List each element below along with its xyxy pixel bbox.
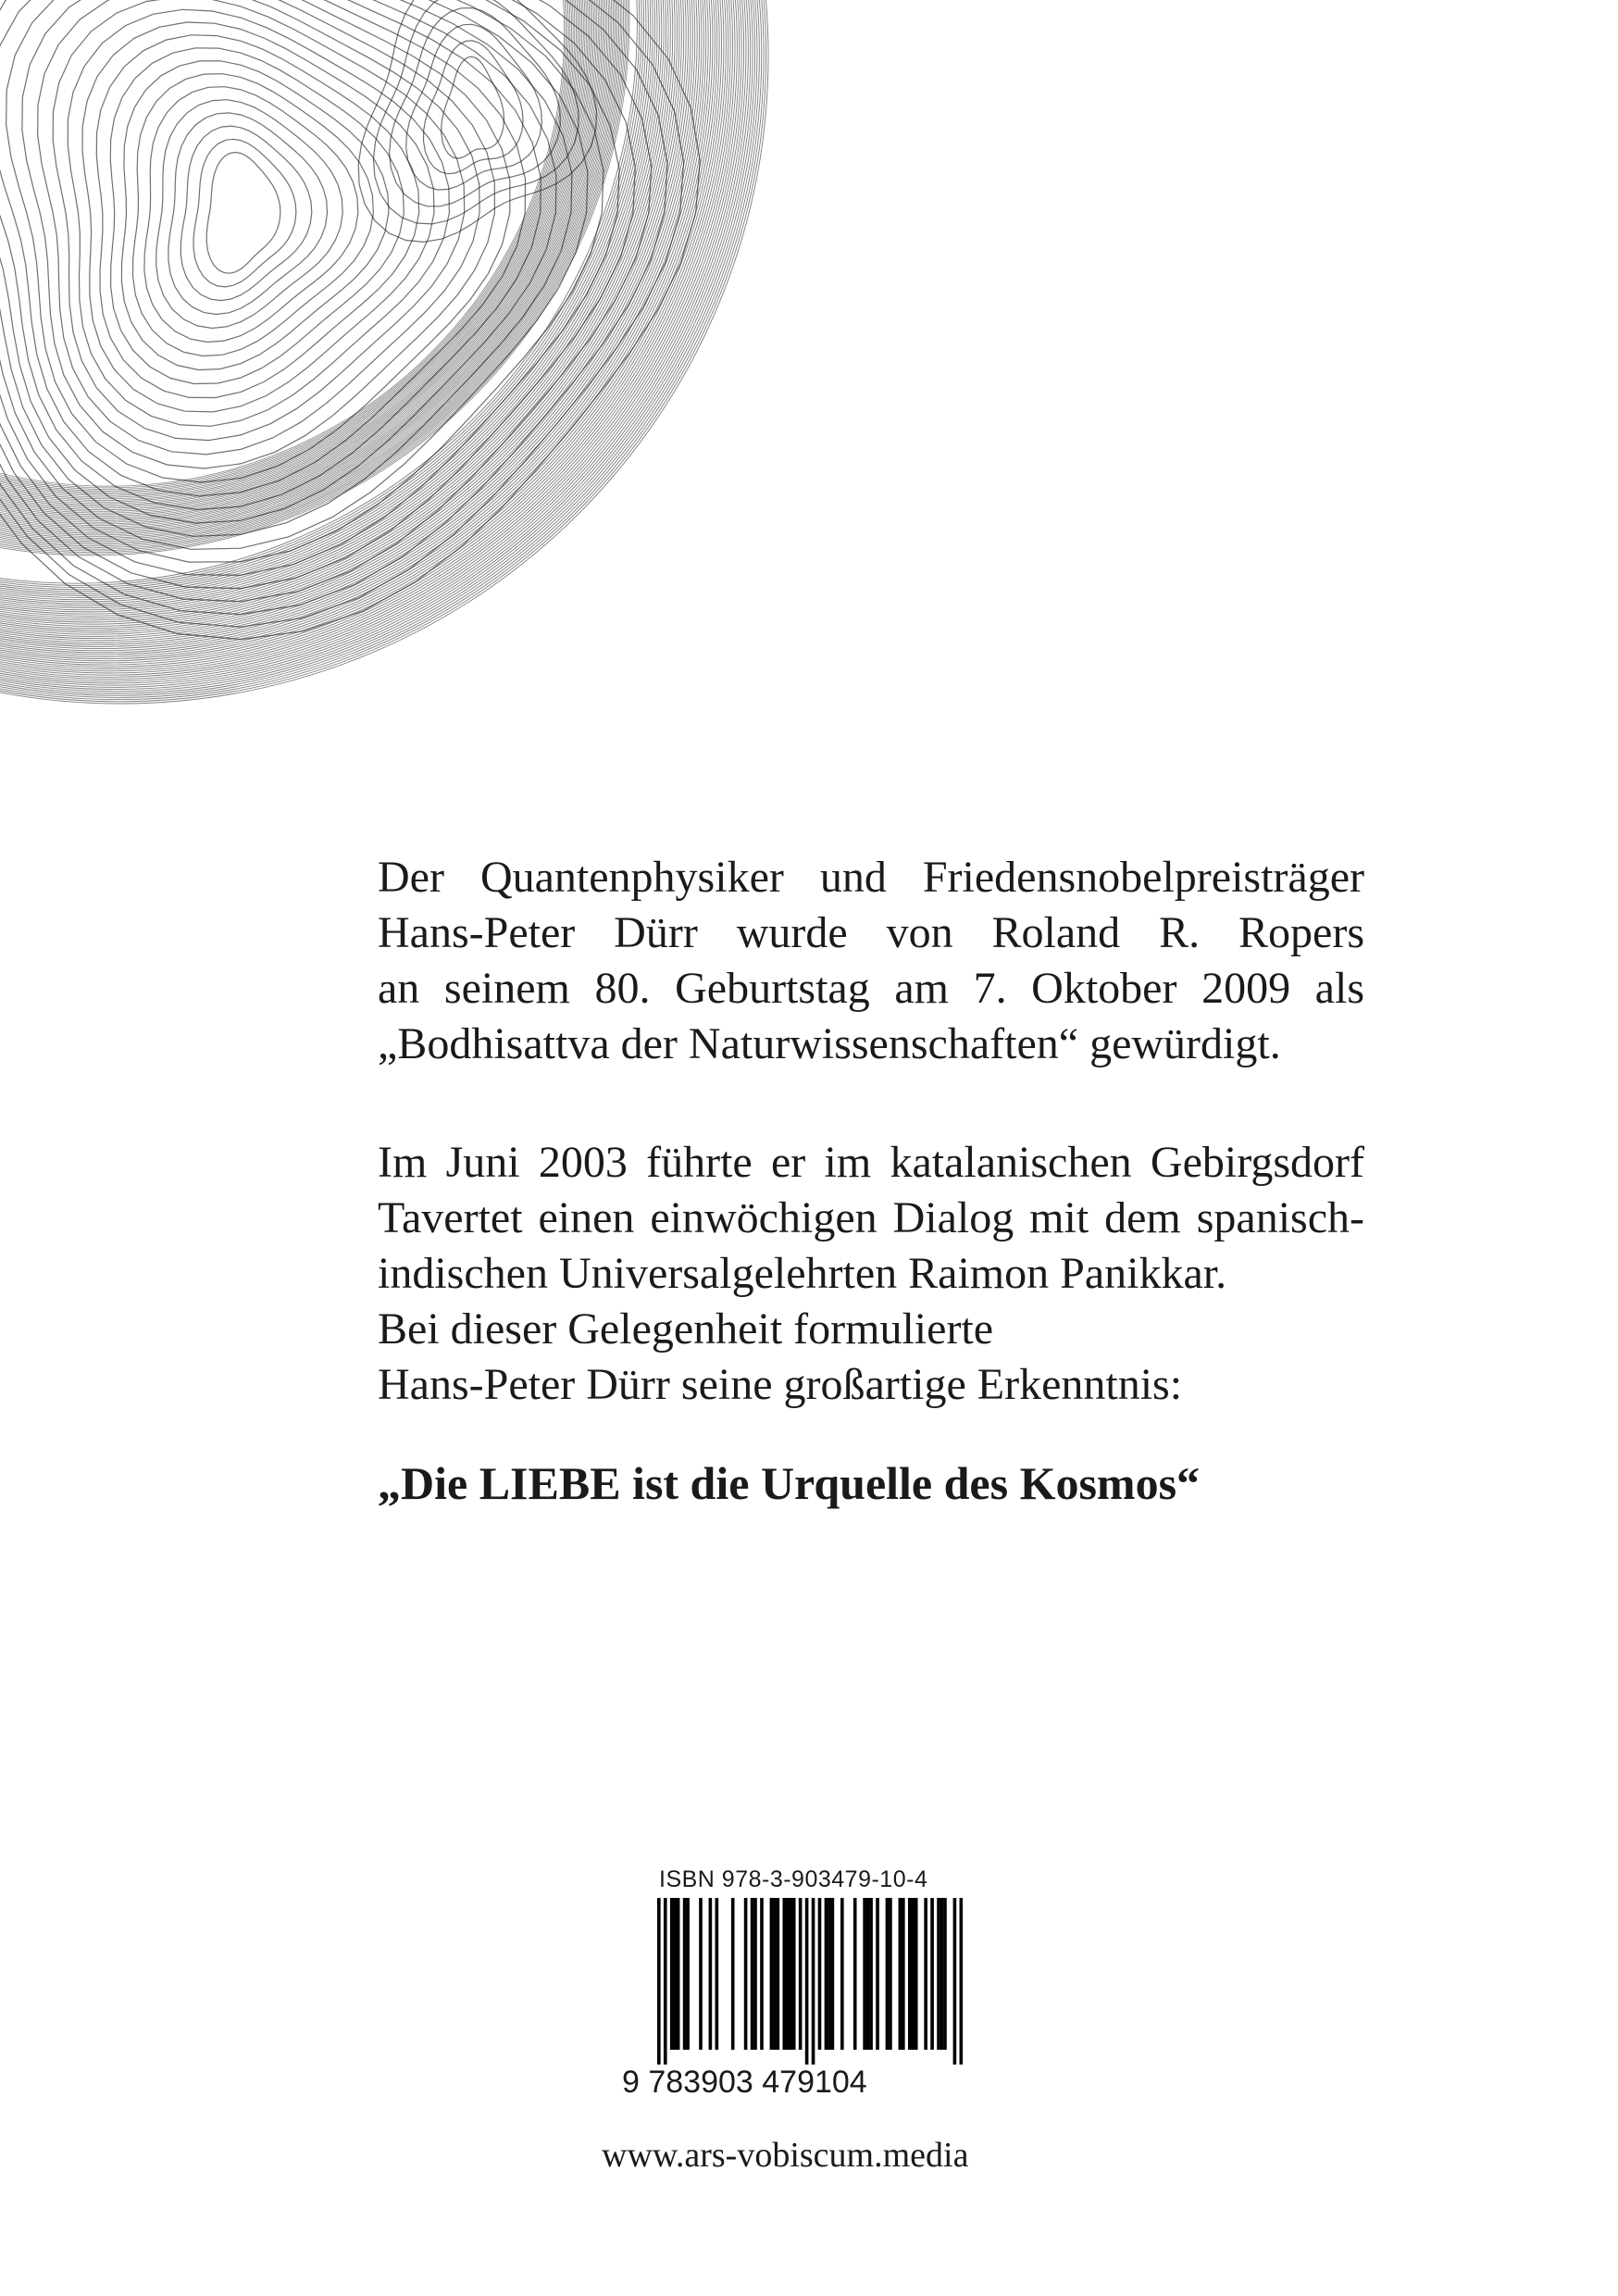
artwork-ring <box>0 0 588 511</box>
barcode-bar <box>786 1898 790 2050</box>
barcode-bar <box>831 1898 835 2050</box>
barcode-bar <box>792 1898 796 2050</box>
artwork-contour-line <box>133 74 374 356</box>
barcode-bar <box>782 1898 786 2050</box>
barcode-bar <box>673 1898 677 2050</box>
barcode-bar <box>902 1898 905 2050</box>
barcode-bar <box>960 1898 963 2065</box>
barcode-bar <box>799 1898 803 2050</box>
barcode-bar <box>886 1898 890 2050</box>
barcode-bar <box>773 1898 777 2050</box>
artwork-ring <box>0 0 568 491</box>
artwork-contour-line <box>0 0 541 509</box>
blurb-p1-line-2: Hans-Peter Dürr wurde von Roland R. Ropers <box>378 908 1364 957</box>
artwork-ring <box>0 0 590 513</box>
blurb-p2-line-1: Im Juni 2003 führte er im katalanischen Gebirgsdorf <box>378 1138 1364 1187</box>
artwork-ring <box>0 0 625 551</box>
barcode-bar <box>789 1898 792 2050</box>
barcode-bar <box>805 1898 809 2065</box>
barcode-bar <box>686 1898 690 2050</box>
barcode-bar <box>818 1898 822 2050</box>
artwork-contour-line <box>22 0 495 468</box>
barcode-bar <box>937 1898 940 2050</box>
barcode-bar <box>876 1898 879 2050</box>
artwork-contour-line <box>110 48 404 384</box>
barcode-bar <box>777 1898 780 2050</box>
barcode-bar <box>853 1898 857 2050</box>
barcode-bar <box>930 1898 934 2050</box>
barcode-bar <box>866 1898 870 2050</box>
barcode-bar <box>709 1898 713 2050</box>
barcode-bar <box>751 1898 754 2050</box>
barcode-bar <box>683 1898 687 2050</box>
barcode-digits: 9 783903 479104 <box>622 2065 867 2100</box>
barcode-bar <box>760 1898 764 2050</box>
artwork-ring <box>0 0 570 493</box>
artwork-ring <box>0 0 753 690</box>
blurb-p1-line-1: Der Quantenphysiker und Friedensnobelpreisträger <box>378 853 1364 902</box>
blurb-p2-line-3: indischen Universalgelehrten Raimon Panikkar. <box>378 1249 1227 1298</box>
barcode-bar <box>664 1898 667 2065</box>
cover-artwork-contour-circle <box>0 0 1618 741</box>
blurb-p2-line-2: Tavertet einen einwöchigen Dialog mit dem spanisch- <box>378 1193 1364 1242</box>
barcode-bar <box>911 1898 915 2050</box>
barcode-bar <box>716 1898 719 2050</box>
blurb-p1-line-3: an seinem 80. Geburtstag am 7. Oktober 2009 als <box>378 964 1364 1013</box>
barcode-image <box>657 1898 963 2065</box>
barcode-bar <box>840 1898 844 2050</box>
blurb-paragraph-2 <box>378 1135 1364 1413</box>
blurb-p2-line-4: Bei dieser Gelegenheit formulierte <box>378 1304 994 1354</box>
barcode-bar <box>953 1898 957 2065</box>
barcode-bar <box>731 1898 735 2050</box>
barcode-bar <box>915 1898 918 2050</box>
isbn-label: ISBN 978-3-903479-10-4 <box>659 1866 928 1892</box>
artwork-contour-line <box>206 153 280 274</box>
artwork-ring <box>0 0 582 505</box>
barcode-bar <box>869 1898 873 2050</box>
barcode-bar <box>825 1898 828 2050</box>
barcode-bar <box>899 1898 902 2050</box>
barcode-bar <box>812 1898 815 2065</box>
artwork-contour-line <box>180 126 311 301</box>
artwork-contour-line <box>156 100 343 329</box>
artwork-contour-line <box>0 0 572 536</box>
barcode-bar <box>657 1898 661 2065</box>
barcode-bar <box>940 1898 944 2050</box>
barcode-bar <box>670 1898 674 2050</box>
barcode-bar <box>943 1898 947 2050</box>
blurb-p1-line-4: „Bodhisattva der Naturwissenschaften“ gewürdigt. <box>378 1019 1281 1068</box>
barcode-bar <box>889 1898 892 2050</box>
publisher-website: www.ars-vobiscum.media <box>602 2136 969 2175</box>
barcode-bar <box>699 1898 703 2050</box>
barcode-bar <box>828 1898 831 2050</box>
barcode-bar <box>753 1898 757 2050</box>
barcode-bar <box>924 1898 927 2050</box>
blurb-p2-line-5: Hans-Peter Dürr seine großartige Erkenntnis: <box>378 1360 1183 1409</box>
barcode-bar <box>908 1898 912 2050</box>
barcode-bar <box>677 1898 680 2050</box>
barcode-bar <box>744 1898 748 2050</box>
barcode-bar <box>863 1898 866 2050</box>
highlight-quote: „Die LIEBE ist die Urquelle des Kosmos“ <box>378 1457 1201 1509</box>
barcode-bar <box>770 1898 774 2050</box>
blurb-paragraph-1 <box>378 850 1364 1072</box>
